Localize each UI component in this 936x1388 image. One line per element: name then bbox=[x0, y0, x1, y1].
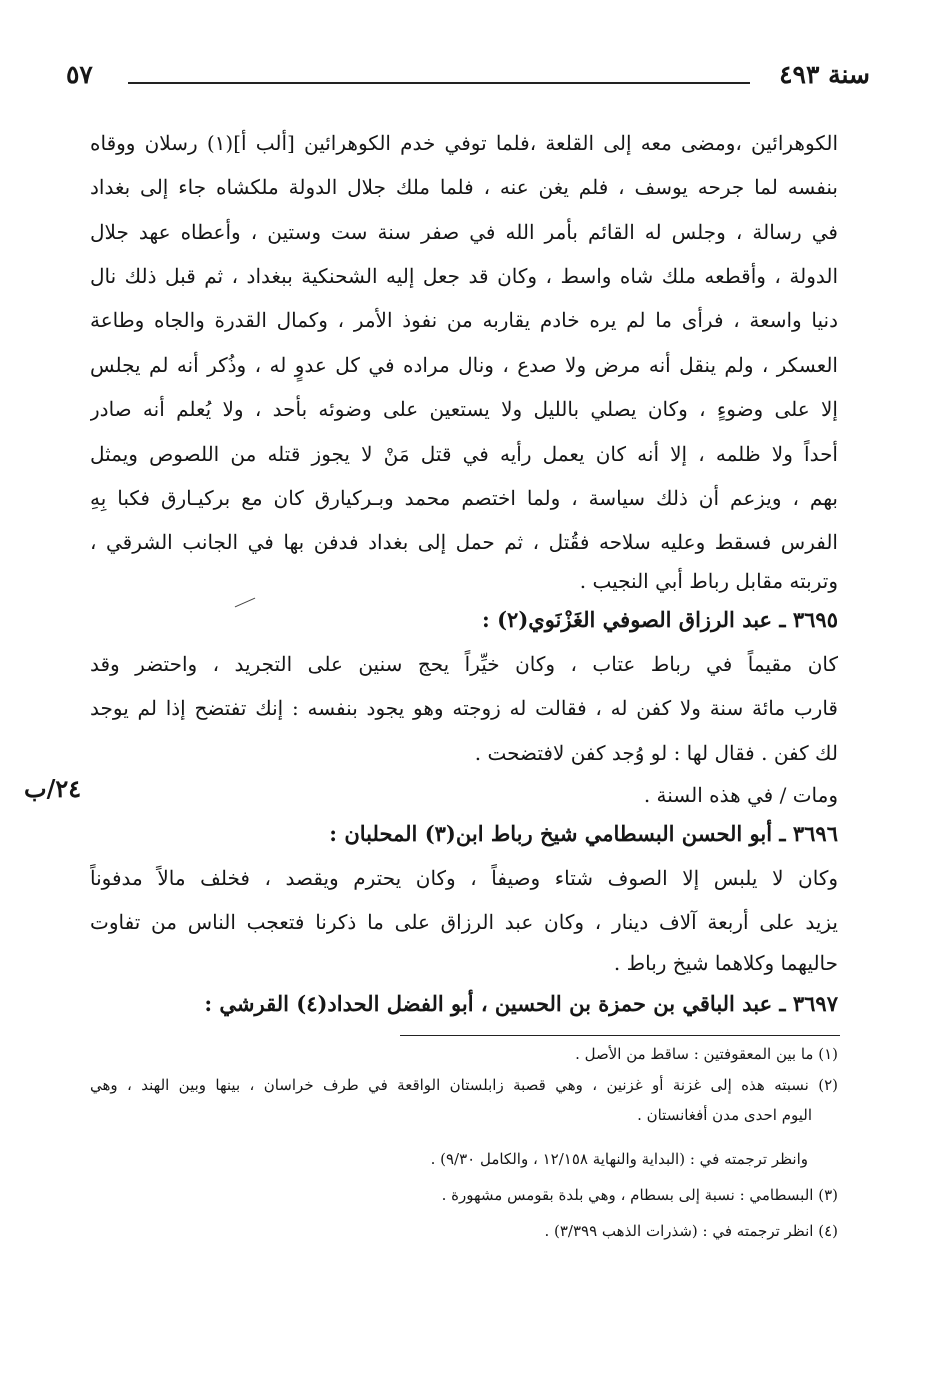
body-line: في رسالة ، وجلس له القائم بأمر الله في صفر سنة ست وستين ، وأعطاه عهد جلال bbox=[90, 220, 838, 244]
entry-heading: ٣٦٩٥ ـ عبد الرزاق الصوفي الغَزْنَوي(٢) : bbox=[482, 607, 838, 632]
footnote: (١) ما بين المعقوفتين : ساقط من الأصل . bbox=[575, 1045, 838, 1063]
body-line: بهم ، ويزعم أن ذلك سياسة ، ولما اختصم محمد وبـركيارق كان مع بركيـارق فكبا بِهِ bbox=[90, 486, 838, 510]
running-header-year: سنة ٤٩٣ bbox=[779, 60, 870, 89]
footnote: (٣) البسطامي : نسبة إلى بسطام ، وهي بلدة بقومس مشهورة . bbox=[441, 1186, 838, 1204]
body-line: دنيا واسعة ، فرأى ما لم يره خادم يقاربه من نفوذ الأمر ، وكمال القدرة والجاه وطاعة bbox=[90, 308, 838, 332]
body-line: الفرس فسقط وعليه سلاحه فقُتل ، ثم حمل إلى بغداد فدفن بها في الجانب الشرقي ، bbox=[90, 530, 838, 554]
page-number: ٥٧ bbox=[66, 60, 93, 89]
footnote: وانظر ترجمته في : (البداية والنهاية ١٢/١٥٨ ، والكامل ٩/٣٠) . bbox=[430, 1150, 808, 1168]
entry-line: كان مقيماً في رباط عتاب ، وكان خيِّراً يحج سنين على التجريد ، واحتضر وقد bbox=[90, 652, 838, 676]
entry-heading: ٣٦٩٧ ـ عبد الباقي بن حمزة بن الحسين ، أبو الفضل الحداد(٤) القرشي : bbox=[204, 991, 838, 1016]
entry-heading: ٣٦٩٦ ـ أبو الحسن البسطامي شيخ رباط ابن(٣) المحلبان : bbox=[329, 821, 838, 846]
entry-line: حاليهما وكلاهما شيخ رباط . bbox=[613, 951, 838, 975]
footnote: (٢) نسبته هذه إلى غزنة أو غزنين ، وهي قصبة زابلستان الواقعة في طرف خراسان ، بينها وبين الهند ، وهي bbox=[90, 1076, 838, 1094]
entry-line: قارب مائة سنة ولا كفن له ، فقالت له زوجته وهو يجود بنفسه : إنك تفتضح إذا لم يوجد bbox=[90, 696, 838, 720]
entry-line: ومات / في هذه السنة . bbox=[643, 783, 838, 807]
footnote: اليوم احدى مدن أفغانستان . bbox=[637, 1106, 812, 1124]
entry-line: وكان لا يلبس إلا الصوف شتاء وصيفاً ، وكان يحترم ويقصد ، فخلف مالاً مدفوناً bbox=[90, 866, 838, 890]
entry-line: يزيد على أربعة آلاف دينار ، وكان عبد الرزاق على ما ذكرنا فتعجب الناس من تفاوت bbox=[90, 910, 838, 934]
body-line: بنفسه لما جرحه يوسف ، فلم يغن عنه ، فلما ملك جلال الدولة ملكشاه جاء إلى بغداد bbox=[90, 175, 838, 199]
body-line: أحداً ولا ظلمه ، إلا أنه كان يعمل رأيه في قتل مَنْ لا يجوز قتله من اللصوص ويمثل bbox=[90, 442, 838, 466]
footnote: (٤) انظر ترجمته في : (شذرات الذهب ٣/٣٩٩) . bbox=[544, 1222, 838, 1240]
footnote-divider bbox=[400, 1035, 840, 1036]
header-divider bbox=[128, 82, 750, 84]
entry-line: لك كفن . فقال لها : لو وُجد كفن لافتضحت . bbox=[474, 741, 838, 765]
body-line: إلا على وضوءٍ ، وكان يصلي بالليل ولا يستعين على وضوئه بأحد ، ولا يُعلم أنه صادر bbox=[90, 397, 838, 421]
body-line: الكوهرائين ،ومضى معه إلى القلعة ،فلما توفي خدم الكوهرائين [ألب أ](١) رسلان ووقاه bbox=[90, 131, 838, 155]
body-line: العسكر ، ولم ينقل أنه مرض ولا صدع ، ونال مراده في كل عدوٍ له ، وذُكر أنه لم يجلس bbox=[90, 353, 838, 377]
manuscript-folio-note: ٢٤/ب bbox=[24, 774, 82, 803]
body-line: وتربته مقابل رباط أبي النجيب . bbox=[579, 569, 838, 593]
body-line: الدولة ، وأقطعه ملك شاه واسط ، وكان قد جعل إليه الشحنكية ببغداد ، ثم قبل ذلك نال bbox=[90, 264, 838, 288]
